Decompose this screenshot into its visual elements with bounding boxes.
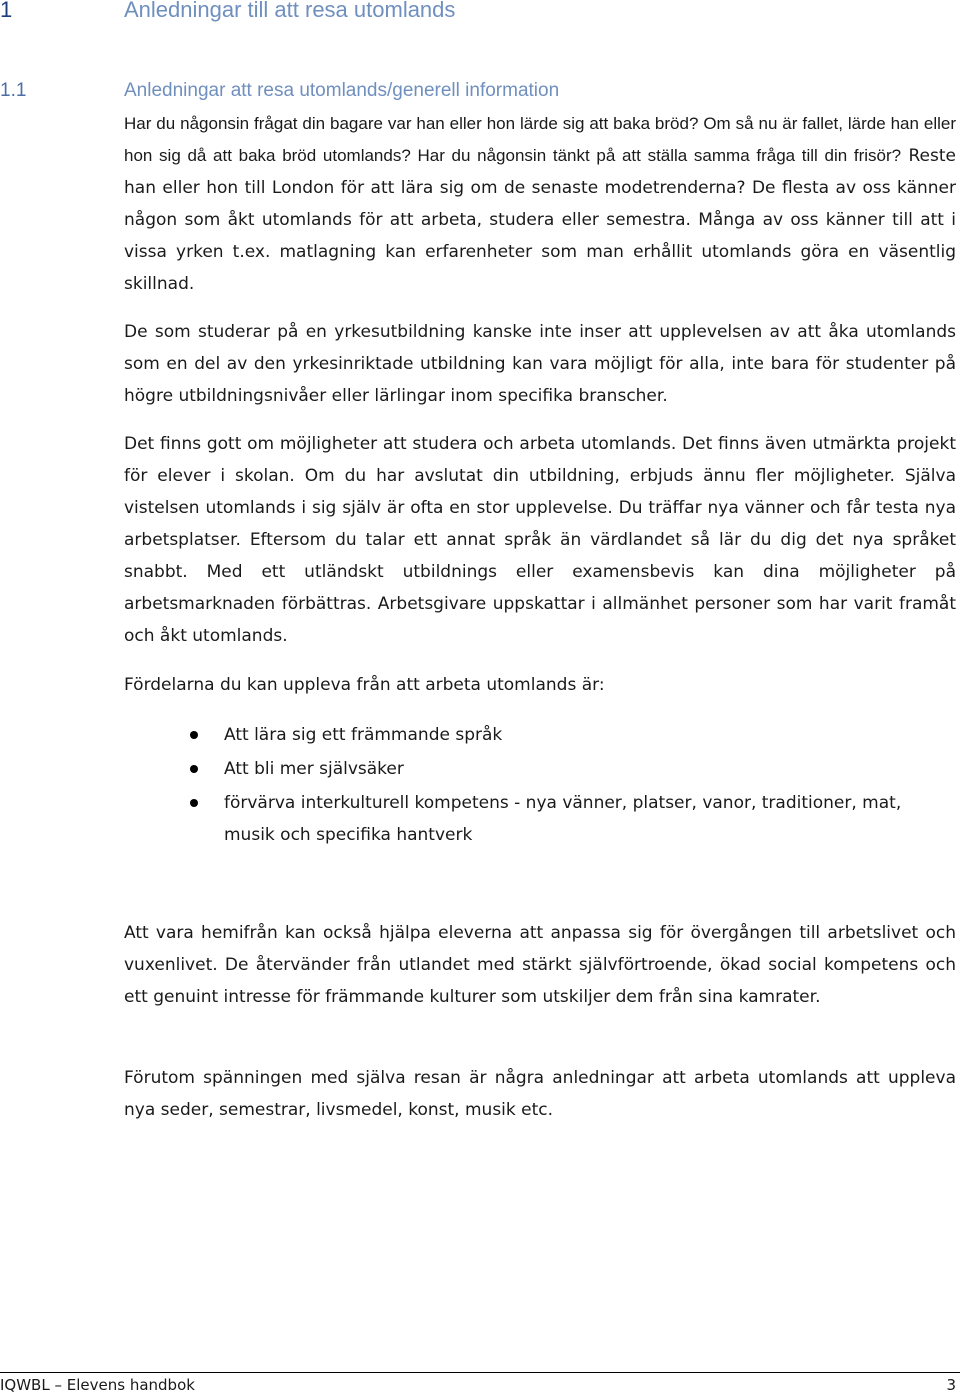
intro-paragraph <box>124 108 956 300</box>
intro-part-1: Har du någonsin frågat din bagare var han eller hon lärde sig att baka bröd? Om så nu är fallet, lärde han eller hon sig då att baka bröd utomlands? Har du någonsin tänkt på att ställa samma fråga till din frisör? <box>124 114 956 165</box>
page-number: 3 <box>946 1376 956 1394</box>
list-item-text: förvärva interkulturell kompetens - nya vänner, platser, vanor, traditioner, mat, musik och specifika hantverk <box>224 793 902 845</box>
list-item-text: Att lära sig ett främmande språk <box>224 725 503 745</box>
paragraph-opportunities: Det finns gott om möjligheter att studera och arbeta utomlands. Det finns även utmärkta projekt för elever i skolan. Om du har avslutat din utbildning, erbjuds ännu fler möjligheter. Själva vistelsen utomlands i sig själv är ofta en stor upplevelse. Du träffar nya vänner och får testa nya arbetsplatser. Eftersom du talar ett annat språk än värdlandet så lär du dig det nya språket snabbt. Med ett utländskt utbildnings eller examensbevis kan dina möjligheter på arbetsmarknaden förbättras. Arbetsgivare uppskattar i allmänhet personer som har varit framåt och åkt utomlands. <box>124 434 956 646</box>
benefits-list <box>124 719 956 851</box>
paragraph-home: Att vara hemifrån kan också hjälpa eleverna att anpassa sig för övergången till arbetslivet och vuxenlivet. De återvänder från utlandet med stärkt självförtroende, ökad social kompetens och ett genuint intresse för främmande kulturer som utskiljer dem från sina kamrater. <box>124 923 956 1007</box>
section-heading <box>0 77 559 105</box>
footer-divider <box>0 1372 960 1373</box>
bullet-icon <box>190 799 198 807</box>
paragraph-benefits-intro: Fördelarna du kan uppleva från att arbeta utomlands är: <box>124 675 605 695</box>
chapter-title: Anledningar till att resa utomlands <box>124 0 456 22</box>
bullet-icon <box>190 765 198 773</box>
list-item <box>124 753 956 785</box>
footer-title: IQWBL – Elevens handbok <box>0 1376 195 1394</box>
intro-part-2: Reste han eller hon till London för att lära sig om de senaste modetrenderna? De flesta av oss känner någon som åkt utomlands för att arbeta, studera eller semestra. Många av oss känner till att i vissa yrken t.ex. matlagning kan erfarenheter som man erhållit utomlands göra en väsentlig skillnad. <box>124 146 956 294</box>
chapter-heading <box>0 0 455 26</box>
chapter-number: 1 <box>0 0 13 22</box>
paragraph-excitement: Förutom spänningen med själva resan är några anledningar att arbeta utomlands att uppleva nya seder, semestrar, livsmedel, konst, musik etc. <box>124 1068 956 1120</box>
list-item-text: Att bli mer självsäker <box>224 759 404 779</box>
paragraph-vocational: De som studerar på en yrkesutbildning kanske inte inser att upplevelsen av att åka utomlands som en del av den yrkesinriktade utbildning kan vara möjligt för alla, inte bara för studenter på högre utbildningsnivåer eller lärlingar inom specifika branscher. <box>124 322 956 406</box>
section-number: 1.1 <box>0 80 27 101</box>
bullet-icon <box>190 731 198 739</box>
section-title: Anledningar att resa utomlands/generell information <box>124 80 560 101</box>
list-item <box>124 787 956 851</box>
list-item <box>124 719 956 751</box>
